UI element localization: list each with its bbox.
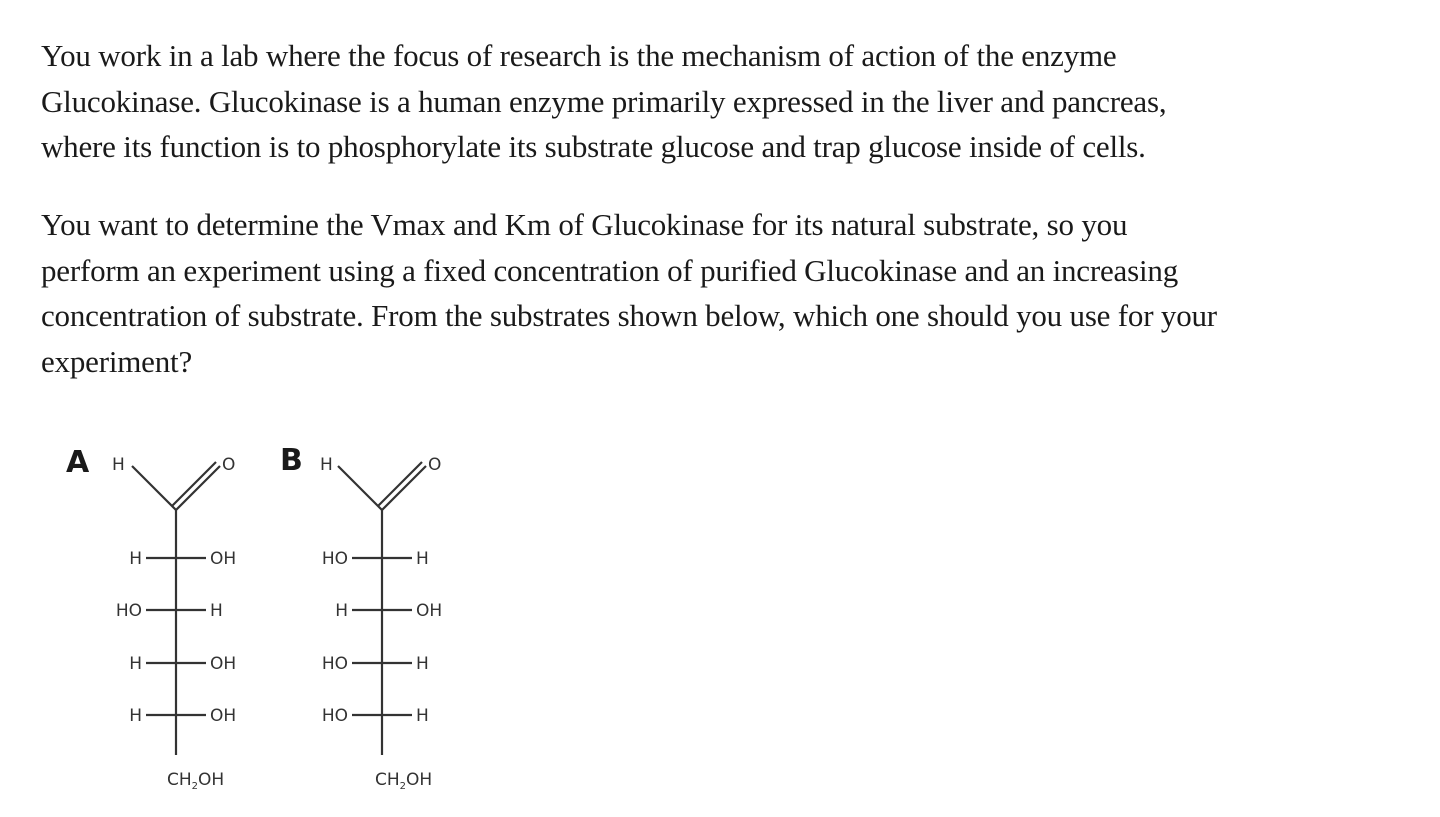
substituent-left: HO xyxy=(321,654,348,674)
fischer-projection-a xyxy=(60,430,280,810)
text-line: You want to determine the Vmax and Km of Glucokinase for its natural substrate, so you xyxy=(41,207,1128,242)
substituent-right: H xyxy=(416,706,429,726)
question-paragraph-2 xyxy=(41,202,1421,384)
substituent-left: HO xyxy=(321,706,348,726)
molecule-label-b: B xyxy=(280,443,303,478)
molecule-label-a: A xyxy=(66,445,90,480)
substituent-right: OH xyxy=(210,549,237,569)
substituent-right: OH xyxy=(416,601,443,621)
text-line: Glucokinase. Glucokinase is a human enzyme primarily expressed in the liver and pancreas, xyxy=(41,83,1167,119)
substituent-left: HO xyxy=(321,549,348,569)
substituent-right: OH xyxy=(210,706,237,726)
substituent-left: HO xyxy=(115,601,142,621)
terminal-group: $CH_2OH$ xyxy=(167,770,225,792)
text-line: concentration of substrate. From the substrates shown below, which one should you use for your xyxy=(41,298,1217,333)
substituent-left: H xyxy=(129,549,142,569)
fischer-projection-b xyxy=(268,430,488,810)
aldehyde-oxygen: O xyxy=(222,455,236,475)
substituent-left: H xyxy=(129,654,142,674)
aldehyde-hydrogen: H xyxy=(320,455,333,475)
text-line: perform an experiment using a fixed concentration of purified Glucokinase and an increasing xyxy=(41,252,1178,288)
substituent-left: H xyxy=(129,706,142,726)
text-line: You work in a lab where the focus of research is the mechanism of action of the enzyme xyxy=(41,38,1117,73)
aldehyde-hydrogen: H xyxy=(112,455,125,475)
substituent-right: H xyxy=(416,549,429,569)
question-paragraph-1 xyxy=(41,33,1421,170)
substituent-right: OH xyxy=(210,654,237,674)
substituent-left: H xyxy=(335,601,348,621)
aldehyde-oxygen: O xyxy=(428,455,442,475)
terminal-group: $CH_2OH$ xyxy=(375,770,433,792)
substituent-right: H xyxy=(210,601,223,621)
text-line: where its function is to phosphorylate its substrate glucose and trap glucose inside of cells. xyxy=(41,129,1146,164)
text-line: experiment? xyxy=(41,343,192,379)
substituent-right: H xyxy=(416,654,429,674)
